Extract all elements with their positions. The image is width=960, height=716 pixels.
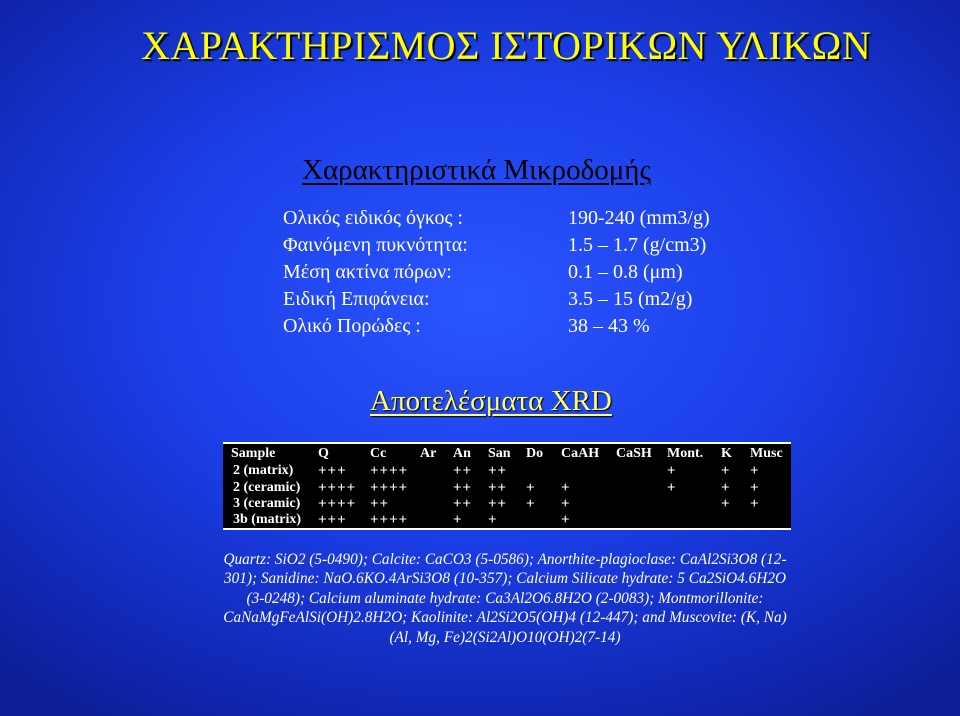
property-label: Ολικό Πορώδες : <box>283 315 421 337</box>
property-label: Ειδική Επιφάνεια: <box>283 288 430 310</box>
property-label: Φαινόμενη πυκνότητα: <box>283 234 468 256</box>
property-value: 38 – 43 % <box>568 315 650 337</box>
property-label: Ολικός ειδικός όγκος : <box>283 207 463 229</box>
xrd-mark-cell: ++ <box>453 496 473 512</box>
xrd-mark-cell: + <box>750 496 760 512</box>
xrd-mark-cell: + <box>453 512 463 528</box>
property-value: 3.5 – 15 (m2/g) <box>568 288 693 310</box>
xrd-mark-cell: ++ <box>488 463 508 479</box>
xrd-mark-cell: + <box>721 496 731 512</box>
mineral-caption: Quartz: SiO2 (5-0490); Calcite: CaCO3 (5-0586); Anorthite-plagioclase: CaAl2Si3O8 (12-301); Sanidine: NaO.6KO.4ArSi3O8 (10-357); Calcium Silicate hydrate: 5 Ca2SiO4.6H2O (3-0248); Calcium aluminate hydrate: Ca3Al2O6.8H2O (2-0083); Montmorillonite: CaNaMgFeAlSi(OH)2.8H2O; Kaolinite: Al2Si2O5(OH)4 (12-447); and Muscovite: (K, Na)(Al, Mg, Fe)2(Si2Al)O10(OH)2(7-14) <box>223 551 787 646</box>
xrd-mark-cell: + <box>526 480 536 496</box>
xrd-mark-cell: ++ <box>453 463 473 479</box>
xrd-mark-cell: ++++ <box>318 496 357 512</box>
xrd-mark-cell: + <box>561 480 571 496</box>
xrd-sample-cell: 3b (matrix) <box>233 512 302 527</box>
xrd-mark-cell: + <box>750 480 760 496</box>
xrd-sample-cell: 2 (ceramic) <box>233 480 301 495</box>
xrd-header-cell: San <box>488 446 511 461</box>
property-value: 1.5 – 1.7 (g/cm3) <box>568 234 707 256</box>
xrd-results-heading: Αποτελέσματα XRD <box>370 385 612 417</box>
xrd-sample-cell: 3 (ceramic) <box>233 496 301 511</box>
xrd-mark-cell: + <box>750 463 760 479</box>
xrd-mark-cell: + <box>721 463 731 479</box>
xrd-mark-cell: + <box>667 463 677 479</box>
xrd-sample-cell: 2 (matrix) <box>233 463 294 478</box>
xrd-mark-cell: ++++ <box>370 463 409 479</box>
xrd-header-cell: K <box>721 446 732 461</box>
xrd-mark-cell: +++ <box>318 463 347 479</box>
xrd-mark-cell: ++++ <box>318 480 357 496</box>
xrd-header-cell: Ar <box>420 446 437 461</box>
xrd-mark-cell: + <box>667 480 677 496</box>
xrd-header-cell: CaAH <box>561 446 600 461</box>
xrd-mark-cell: ++ <box>370 496 390 512</box>
microstructure-heading: Χαρακτηριστικά Μικροδομής <box>302 154 651 186</box>
xrd-header-cell: Sample <box>231 446 276 461</box>
xrd-mark-cell: ++ <box>488 480 508 496</box>
xrd-mark-cell: + <box>561 512 571 528</box>
xrd-header-cell: Q <box>318 446 329 461</box>
xrd-mark-cell: + <box>721 480 731 496</box>
xrd-mark-cell: ++ <box>488 496 508 512</box>
xrd-header-cell: Cc <box>370 446 387 461</box>
xrd-mark-cell: + <box>488 512 498 528</box>
xrd-mark-cell: ++ <box>453 480 473 496</box>
xrd-mark-cell: + <box>561 496 571 512</box>
property-label: Μέση ακτίνα πόρων: <box>283 261 452 283</box>
property-value: 190-240 (mm3/g) <box>568 207 710 229</box>
xrd-header-cell: Mont. <box>667 446 704 461</box>
xrd-results-table <box>223 442 791 530</box>
xrd-mark-cell: ++++ <box>370 512 409 528</box>
xrd-header-cell: Musc <box>750 446 783 461</box>
slide-title: ΧΑΡΑΚΤΗΡΙΣΜΟΣ ΙΣΤΟΡΙΚΩΝ ΥΛΙΚΩΝ <box>141 23 872 68</box>
xrd-header-cell: CaSH <box>616 446 652 461</box>
property-value: 0.1 – 0.8 (μm) <box>568 261 683 283</box>
xrd-mark-cell: ++++ <box>370 480 409 496</box>
xrd-mark-cell: +++ <box>318 512 347 528</box>
xrd-header-cell: An <box>453 446 471 461</box>
xrd-header-cell: Do <box>526 446 544 461</box>
xrd-mark-cell: + <box>526 496 536 512</box>
